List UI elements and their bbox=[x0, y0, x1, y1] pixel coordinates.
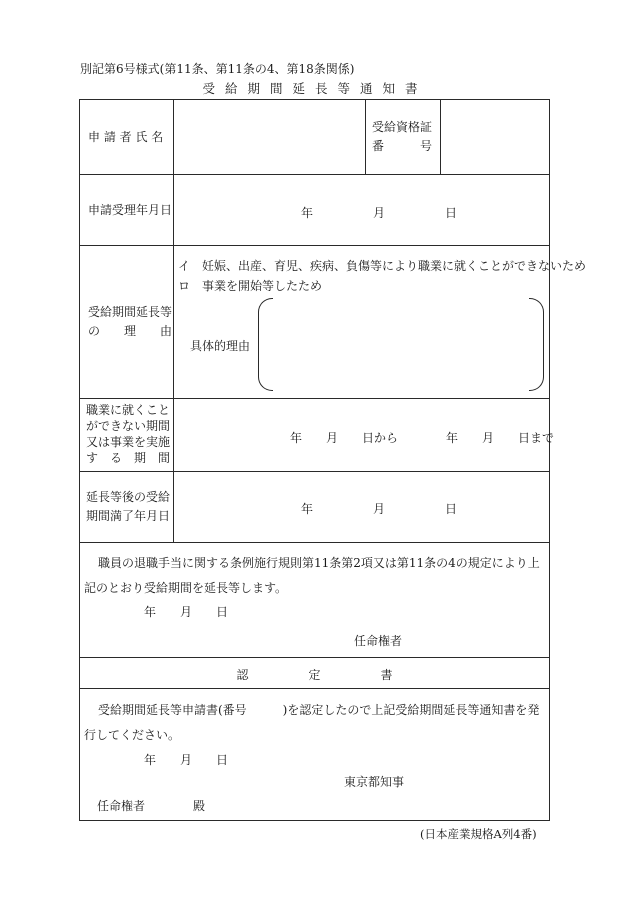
notice-text: 職員の退職手当に関する条例施行規則第11条第2項又は第11条の4の規定により上記のとおり受給期間を延長等します。 bbox=[84, 556, 540, 595]
divider bbox=[80, 245, 549, 246]
notice-date: 年 月 日 bbox=[144, 605, 229, 619]
divider bbox=[80, 398, 549, 399]
divider bbox=[80, 657, 549, 658]
form-reference: 別記第6号様式(第11条、第11条の4、第18条関係) bbox=[80, 62, 355, 76]
governor-title: 東京都知事 bbox=[344, 775, 405, 789]
cert-value-divider bbox=[440, 100, 441, 174]
period-label: ができない期間 bbox=[86, 419, 171, 433]
certification-title: 認 定 書 bbox=[236, 668, 393, 682]
reason-label: 受給期間延長等 bbox=[88, 305, 173, 319]
applicant-name-label: 申 請 者 氏 名 bbox=[88, 130, 164, 144]
cert-number-label: 番 号 bbox=[372, 139, 433, 153]
left-bracket bbox=[258, 298, 273, 391]
period-label: 職業に就くこと bbox=[86, 403, 171, 417]
divider bbox=[80, 471, 549, 472]
period-label: す る 期 間 bbox=[86, 451, 171, 465]
expiry-value: 年 月 日 bbox=[301, 502, 458, 516]
period-value: 年 月 日から 年 月 日まで bbox=[290, 431, 555, 445]
cert-column-divider bbox=[365, 100, 366, 174]
reason-option-ro: ロ 事業を開始等したため bbox=[178, 279, 323, 293]
divider bbox=[80, 174, 549, 175]
specific-reason-label: 具体的理由 bbox=[190, 339, 251, 353]
notice-form bbox=[79, 99, 587, 821]
receipt-date-label: 申請受理年月日 bbox=[88, 203, 173, 217]
paper-standard-note: (日本産業規格A列4番) bbox=[420, 827, 537, 841]
reason-option-i: イ 妊娠、出産、育児、疾病、負傷等により職業に就くことができないため bbox=[178, 259, 587, 273]
page-title: 受給期間延長等通知書 bbox=[202, 81, 428, 96]
divider bbox=[80, 688, 549, 689]
label-column-divider bbox=[173, 100, 174, 542]
period-label: 又は事業を実施 bbox=[86, 435, 171, 449]
expiry-label: 期間満了年月日 bbox=[86, 509, 171, 523]
expiry-label: 延長等後の受給 bbox=[86, 490, 171, 504]
receipt-date-value: 年 月 日 bbox=[301, 206, 458, 220]
certification-date: 年 月 日 bbox=[144, 753, 229, 767]
right-bracket bbox=[529, 298, 544, 391]
appointing-authority: 任命権者 bbox=[354, 634, 403, 648]
reason-label: の 理 由 bbox=[88, 324, 173, 338]
cert-number-label: 受給資格証 bbox=[372, 120, 433, 134]
divider bbox=[80, 542, 549, 543]
addressee: 任命権者 殿 bbox=[97, 799, 206, 813]
certification-text: 受給期間延長等申請書(番号 )を認定したので上記受給期間延長等通知書を発行してください。 bbox=[84, 703, 540, 742]
